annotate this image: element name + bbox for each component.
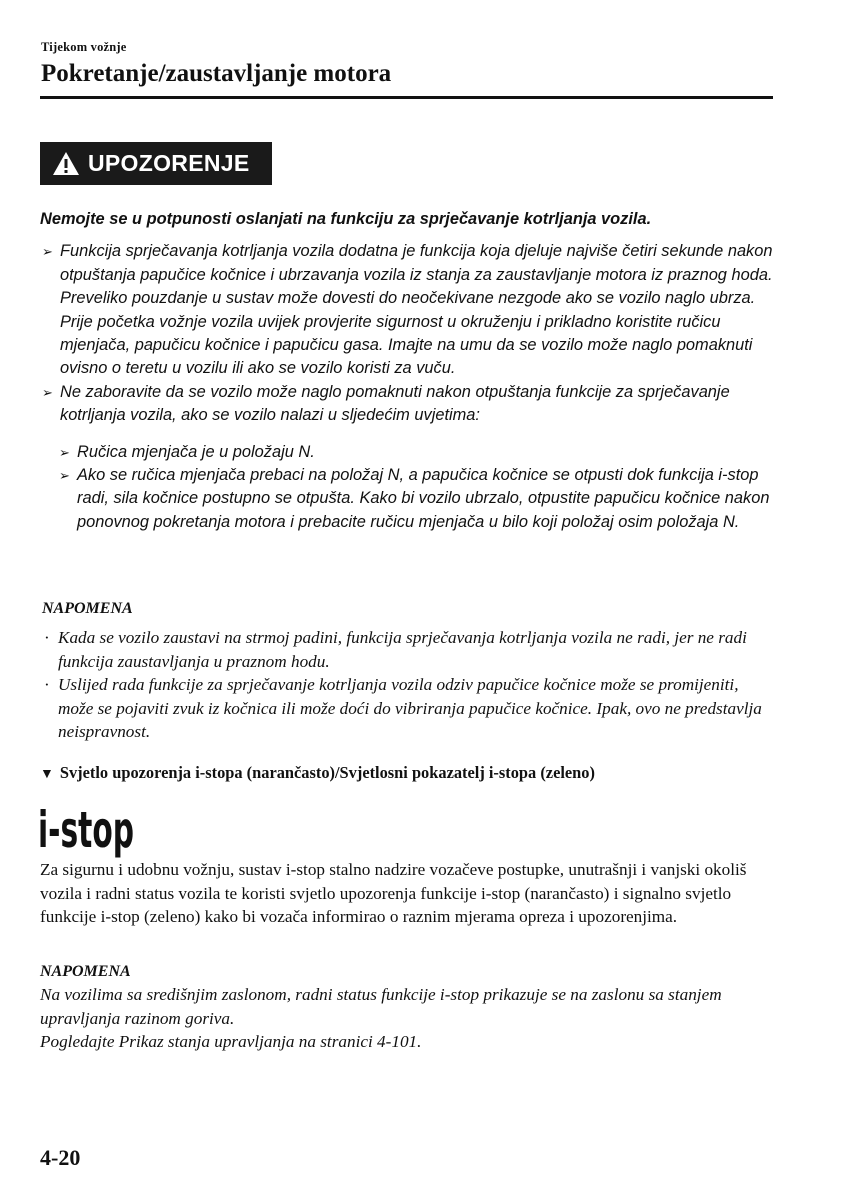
note-heading: NAPOMENA xyxy=(42,600,133,617)
warning-triangle-icon xyxy=(52,151,80,176)
dot-bullet-icon: · xyxy=(44,675,50,694)
title-divider xyxy=(40,96,773,99)
dot-bullet-icon: · xyxy=(44,628,50,647)
warning-bullet xyxy=(40,381,780,428)
warning-sub-bullet xyxy=(57,441,780,464)
subsection-heading-text: Svjetlo upozorenja i-stopa (narančasto)/Svjetlosni pokazatelj i-stopa (zeleno) xyxy=(59,763,595,782)
arrow-bullet-icon: ➢ xyxy=(42,244,53,260)
page-number: 4-20 xyxy=(40,1145,81,1170)
warning-content xyxy=(40,208,780,534)
warning-banner xyxy=(40,142,272,185)
note-block-2 xyxy=(40,963,780,1054)
arrow-bullet-icon: ➢ xyxy=(59,444,70,460)
i-stop-indicator-icon xyxy=(38,800,138,859)
note-reference: Pogledajte Prikaz stanja upravljanja na stranici 4-101. xyxy=(40,1032,422,1051)
warning-lead: Nemojte se u potpunosti oslanjati na funkciju za sprječavanje kotrljanja vozila. xyxy=(40,210,652,228)
subsection-heading xyxy=(40,763,780,783)
note-item-text: Uslijed rada funkcije za sprječavanje kotrljanja vozila odziv papučice kočnice može se promijeniti, može se pojaviti zvuk iz kočnica ili može doći do vibriranja papučice kočnice. Ipak, ovo ne predstavlja neispravnost. xyxy=(58,675,762,741)
warning-sub-bullet xyxy=(57,464,780,534)
warning-bullet xyxy=(40,240,780,380)
warning-bullet-text: Ne zaboravite da se vozilo može naglo pomaknuti nakon otpuštanja funkcije za sprječavanje kotrljanja vozila, ako se vozilo nalazi u sljedećim uvjetima: xyxy=(60,382,730,425)
page-title: Pokretanje/zaustavljanje motora xyxy=(41,60,392,87)
note-heading: NAPOMENA xyxy=(40,963,131,980)
i-stop-icon-text: i-stop xyxy=(38,801,134,859)
arrow-bullet-icon: ➢ xyxy=(42,384,53,400)
body-paragraph: Za sigurnu i udobnu vožnju, sustav i-stop stalno nadzire vozačeve postupke, unutrašnji i vanjski okoliš vozila i radni status vozila te koristi svjetlo upozorenja funkcije i-stop (narančasto) i signalno svjetlo funkcije i-stop (zeleno) kako bi vozača informirao o raznim mjerama opreza i upozorenjima. xyxy=(40,860,747,926)
triangle-down-icon: ▼ xyxy=(40,767,54,782)
arrow-bullet-icon: ➢ xyxy=(59,468,70,484)
note-text: Na vozilima sa središnjim zaslonom, radni status funkcije i-stop prikazuje se na zaslonu sa stanjem upravljanja razinom goriva. xyxy=(40,985,722,1028)
note-item xyxy=(42,673,772,744)
note-block xyxy=(42,600,772,744)
warning-bullet-text: Funkcija sprječavanja kotrljanja vozila dodatna je funkcija koja djeluje najviše četiri sekunde nakon otpuštanja papučice kočnice i ubrzavanja vozila iz stanja za zaustavljanje motora iz praznog hoda. Preveliko pouzdanje u sustav može dovesti do neočekivane nezgode ako se vozilo naglo ubrza. Prije početka vožnje vozila uvijek provjerite sigurnost u okruženju i prikladno koristite ručicu mjenjača, papučicu kočnice i papučicu gasa. Imajte na umu da se vozilo može naglo pomaknuti ovisno o teretu u vozilu ili ako se vozilo koristi za vuču. xyxy=(60,242,773,378)
note-item xyxy=(42,626,772,673)
warning-sub-bullet-text: Ako se ručica mjenjača prebaci na položaj N, a papučica kočnice se otpusti dok funkcija i-stop radi, sila kočnice postupno se otpušta. Kako bi vozilo ubrzalo, otpustite papučicu kočnice nakon ponovnog pokretanja motora i prebacite ručicu mjenjača u bilo koji položaj osim položaja N. xyxy=(77,466,770,531)
warning-sub-bullet-text: Ručica mjenjača je u položaju N. xyxy=(77,442,315,461)
warning-sub-list xyxy=(57,441,780,535)
note-item-text: Kada se vozilo zaustavi na strmoj padini, funkcija sprječavanja kotrljanja vozila ne radi, jer ne radi funkcija zaustavljanja u praznom hodu. xyxy=(58,628,747,671)
section-label: Tijekom vožnje xyxy=(41,40,127,54)
warning-label-text: UPOZORENJE xyxy=(88,150,250,176)
